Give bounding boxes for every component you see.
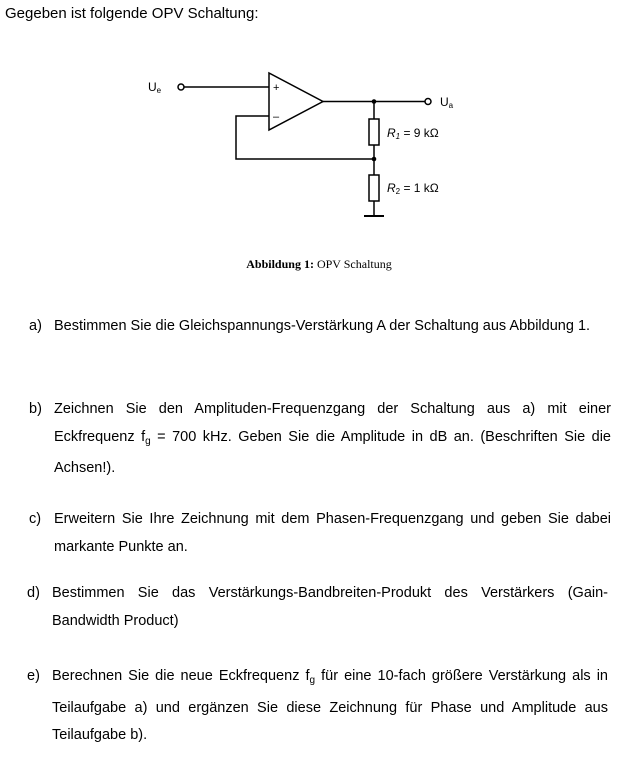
output-node (372, 99, 377, 104)
subscript: g (309, 675, 316, 686)
task-text-cont: = 700 kHz. Geben Sie die Amplitude in dB an. (Beschriften Sie die Achsen!). (54, 428, 611, 476)
figure-caption (0, 257, 638, 272)
task-a (29, 313, 611, 341)
task-letter: e) (27, 668, 40, 684)
minus-sign: – (273, 111, 280, 123)
subscript: g (145, 435, 151, 447)
task-text: Berechnen Sie die neue Eckfrequenz f (52, 668, 310, 684)
plus-sign: + (273, 82, 280, 94)
resistor-r1 (369, 119, 379, 145)
output-label: Ua (440, 95, 454, 110)
task-letter: b) (29, 401, 42, 417)
task-text: Zeichnen Sie den Amplituden-Frequenzgang der Schaltung aus a) mit einer Eckfrequenz f (54, 401, 611, 445)
task-b (29, 396, 611, 483)
r2-label: R2 = 1 kΩ (387, 181, 439, 196)
input-label: Ue (148, 80, 162, 95)
task-d (27, 580, 608, 635)
feedback-wire (236, 116, 374, 159)
task-letter: d) (27, 585, 40, 601)
task-e (27, 663, 608, 750)
resistor-r2 (369, 175, 379, 201)
task-letter: c) (29, 511, 42, 527)
output-terminal (425, 99, 431, 105)
opamp-circuit-diagram (0, 0, 638, 250)
intro-text: Gegeben ist folgende OPV Schaltung: (5, 5, 259, 22)
caption-label: Abbildung 1: (246, 257, 314, 271)
feedback-node (372, 157, 377, 162)
caption-text: OPV Schaltung (313, 257, 392, 271)
task-text: Bestimmen Sie das Verstärkungs-Bandbreiten-Produkt des Verstärkers (Gain-Bandwidth Product) (52, 585, 608, 629)
task-text-cont: für eine 10-fach größere Verstärkung als in Teilaufgabe a) und ergänzen Sie diese Zeichnung für Phase und Amplitude aus Teilaufgabe b). (52, 668, 608, 743)
task-text: Bestimmen Sie die Gleichspannungs-Verstärkung A der Schaltung aus Abbildung 1. (54, 318, 591, 334)
task-text: Erweitern Sie Ihre Zeichnung mit dem Phasen-Frequenzgang und geben Sie dabei markante Punkte an. (54, 511, 611, 555)
task-letter: a) (29, 318, 42, 334)
input-terminal (178, 84, 184, 90)
r1-label: R1 = 9 kΩ (387, 126, 439, 141)
task-c (29, 506, 611, 561)
